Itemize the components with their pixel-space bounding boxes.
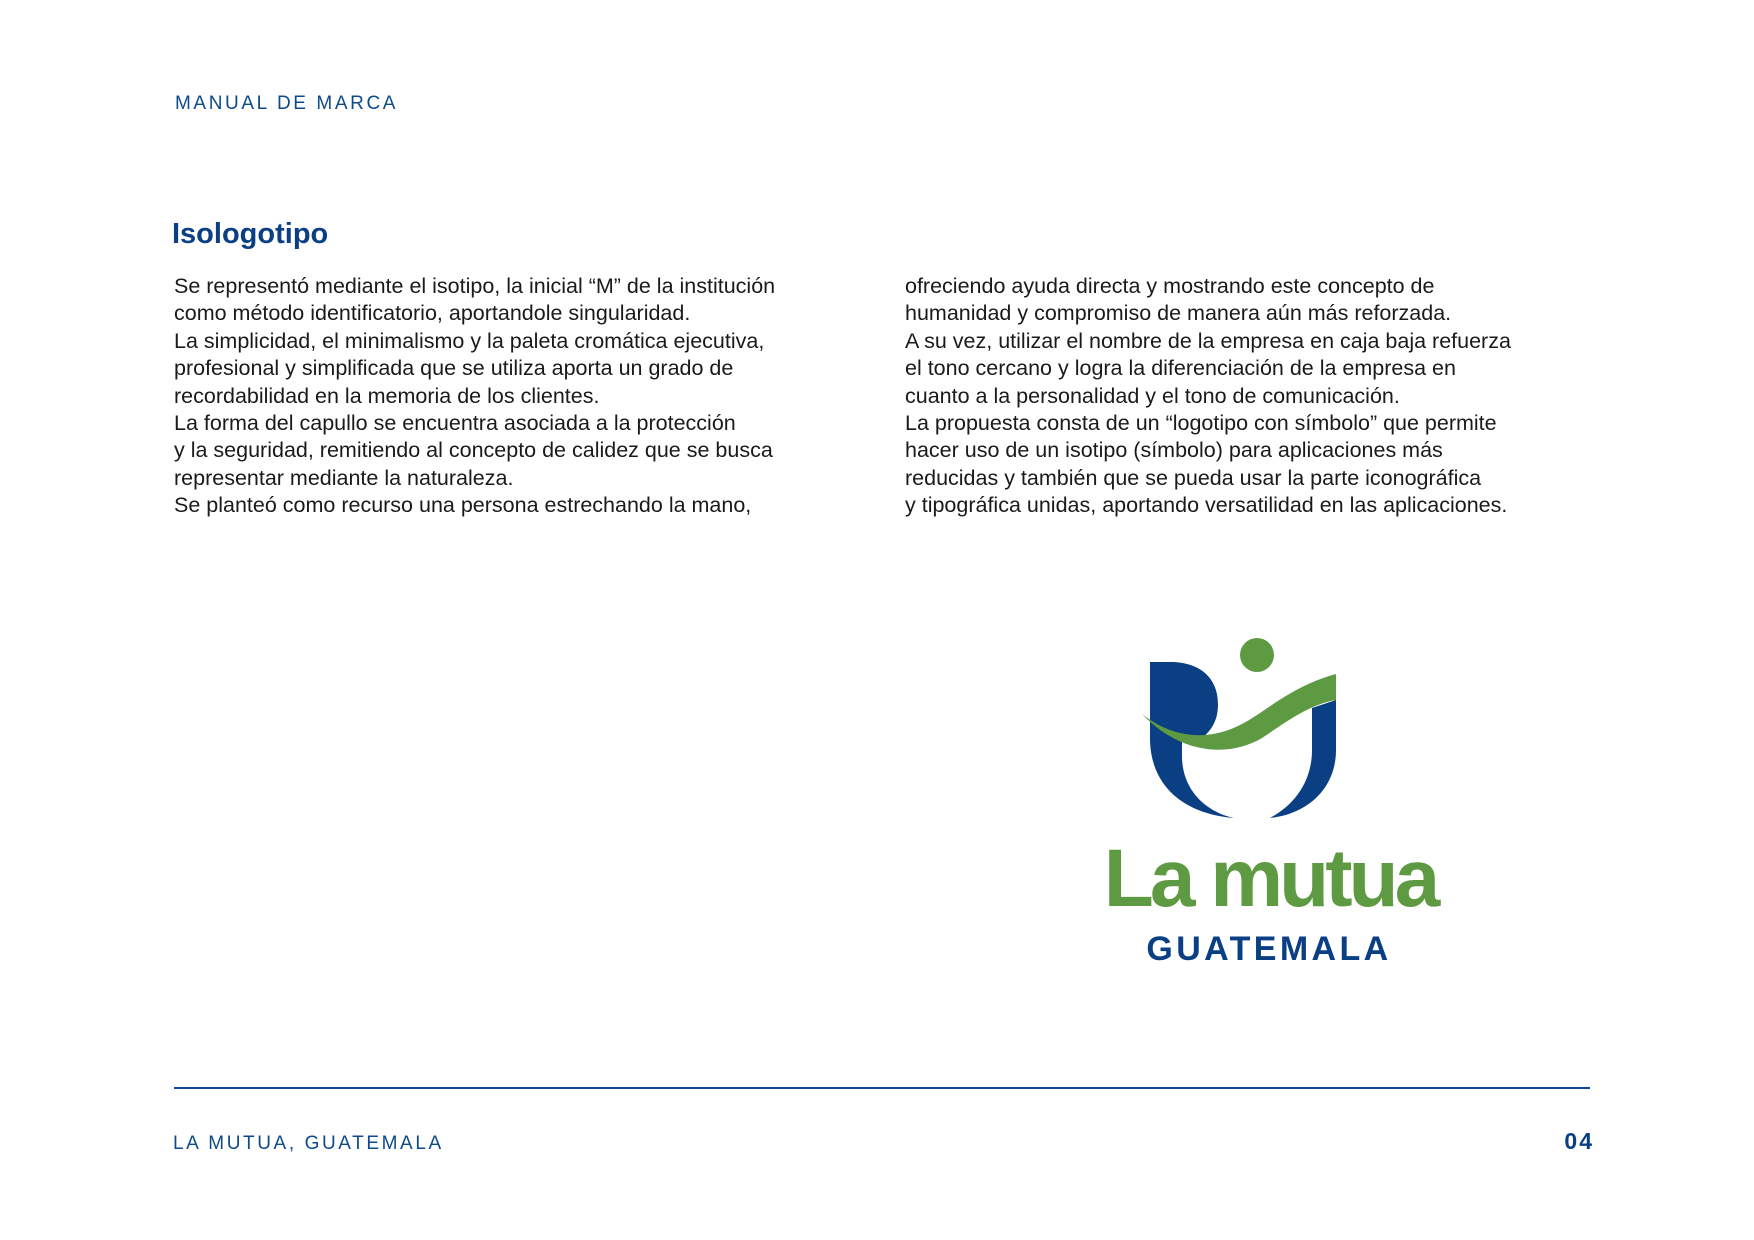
- isotipo-green-head-icon: [1240, 638, 1274, 672]
- body-line: recordabilidad en la memoria de los clientes.: [174, 383, 600, 408]
- body-line: representar mediante la naturaleza.: [174, 465, 514, 490]
- body-line: Se planteó como recurso una persona estrechando la mano,: [174, 493, 752, 518]
- logo-country: GUATEMALA: [1146, 930, 1392, 968]
- page-number: 04: [1564, 1128, 1594, 1154]
- la-mutua-isotipo-icon: [1142, 638, 1362, 828]
- body-text-left-column: [174, 273, 854, 520]
- body-line: hacer uso de un isotipo (símbolo) para aplicaciones más: [905, 438, 1443, 463]
- body-line: La forma del capullo se encuentra asociada a la protección: [174, 411, 736, 436]
- body-text-right-column: [905, 273, 1625, 520]
- body-line: humanidad y compromiso de manera aún más reforzada.: [905, 301, 1452, 326]
- body-line: La simplicidad, el minimalismo y la paleta cromática ejecutiva,: [174, 328, 765, 353]
- body-line: La propuesta consta de un “logotipo con símbolo” que permite: [905, 411, 1497, 436]
- body-line: y la seguridad, remitiendo al concepto de calidez que se busca: [174, 438, 773, 463]
- body-line: profesional y simplificada que se utiliza aporta un grado de: [174, 356, 734, 381]
- body-line: el tono cercano y logra la diferenciación de la empresa en: [905, 356, 1456, 381]
- la-mutua-logo: [1080, 638, 1460, 978]
- body-line: como método identificatorio, aportandole singularidad.: [174, 301, 691, 326]
- body-line: y tipográfica unidas, aportando versatilidad en las aplicaciones.: [905, 493, 1508, 518]
- body-line: reducidas y también que se pueda usar la parte iconográfica: [905, 465, 1482, 490]
- footer-divider: [174, 1087, 1590, 1089]
- section-title: Isologotipo: [172, 218, 329, 250]
- body-line: ofreciendo ayuda directa y mostrando este concepto de: [905, 274, 1435, 298]
- header-label: MANUAL DE MARCA: [175, 93, 399, 114]
- body-line: cuanto a la personalidad y el tono de comunicación.: [905, 383, 1400, 408]
- body-line: A su vez, utilizar el nombre de la empresa en caja baja refuerza: [905, 328, 1511, 353]
- body-line: Se representó mediante el isotipo, la inicial “M” de la institución: [174, 274, 776, 298]
- footer-label: LA MUTUA, GUATEMALA: [173, 1133, 444, 1154]
- logo-wordmark: La mutua: [1103, 833, 1437, 924]
